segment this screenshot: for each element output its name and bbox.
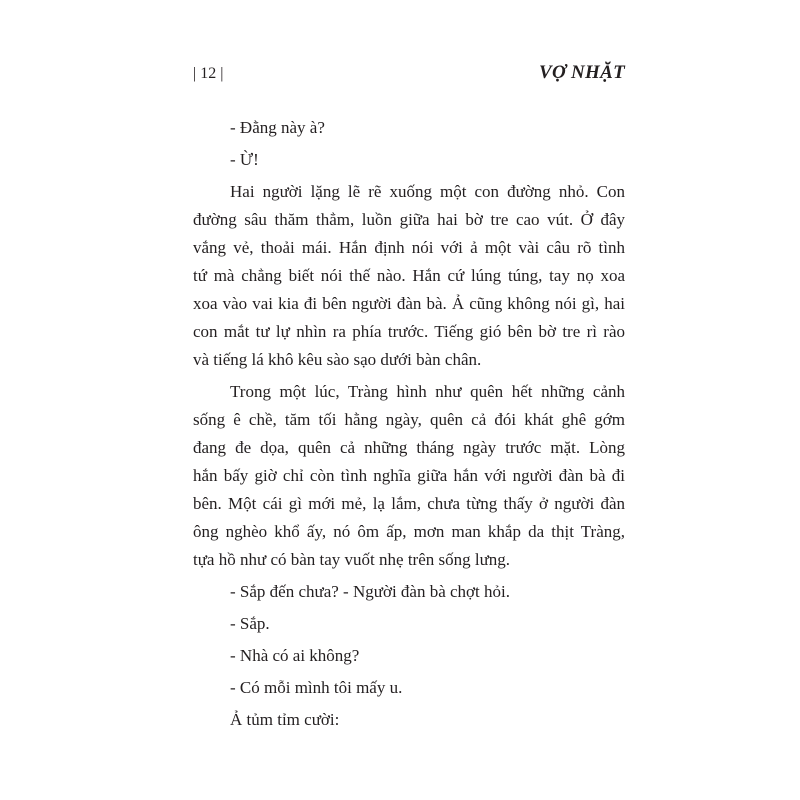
narrative-paragraph [193, 378, 625, 574]
text-line: đường sâu thăm thẳm, luồn giữa hai bờ tre cao vút. Ở đây [193, 210, 625, 229]
text-line: - Ừ! [230, 150, 259, 169]
text-line: tứ mà chẳng biết nói thế nào. Hắn cứ lúng túng, tay nọ xoa [193, 266, 625, 285]
text-line: - Có mỗi mình tôi mấy u. [230, 678, 403, 697]
dialogue-paragraph [193, 578, 625, 606]
page-number: | 12 | [193, 65, 224, 82]
text-line: Hai người lặng lẽ rẽ xuống một con đường nhỏ. Con [230, 182, 625, 201]
text-line: - Sắp. [230, 614, 270, 633]
text-line: đang đe dọa, quên cả những tháng ngày trước mặt. Lòng [193, 438, 625, 457]
text-line: - Sắp đến chưa? - Người đàn bà chợt hỏi. [230, 582, 510, 601]
text-line: và tiếng lá khô kêu sào sạo dưới bàn chân. [193, 350, 482, 369]
text-line: - Đằng này à? [230, 118, 325, 137]
text-line: - Nhà có ai không? [230, 646, 360, 665]
dialogue-paragraph [193, 146, 625, 174]
dialogue-paragraph [193, 114, 625, 142]
dialogue-paragraph [193, 610, 625, 638]
text-line: ông nghèo khổ ấy, nó ôm ấp, mơn man khắp da thịt Tràng, [193, 522, 625, 541]
text-line: Ả tủm tỉm cười: [230, 710, 340, 729]
text-line: vắng vẻ, thoải mái. Hắn định nói với ả một vài câu rõ tình [193, 238, 625, 257]
text-line: bên. Một cái gì mới mẻ, lạ lắm, chưa từng thấy ở người đàn [193, 494, 625, 513]
body-text [193, 114, 625, 738]
text-line: sống ê chề, tăm tối hằng ngày, quên cả đói khát ghê gớm [193, 410, 625, 429]
text-line: tựa hồ như có bàn tay vuốt nhẹ trên sống lưng. [193, 550, 511, 569]
running-title: VỢ NHẶT [538, 62, 625, 83]
dialogue-paragraph [193, 642, 625, 670]
text-line: xoa vào vai kia đi bên người đàn bà. Ả cũng không nói gì, hai [193, 294, 625, 313]
narrative-paragraph [193, 178, 625, 374]
dialogue-paragraph [193, 674, 625, 702]
text-line: con mắt tư lự nhìn ra phía trước. Tiếng gió bên bờ tre rì rào [193, 322, 625, 341]
text-line: Trong một lúc, Tràng hình như quên hết những cảnh [230, 382, 625, 401]
narrative-paragraph [193, 706, 625, 734]
running-header [193, 61, 625, 85]
text-line: hắn bấy giờ chỉ còn tình nghĩa giữa hắn với người đàn bà đi [193, 466, 625, 485]
